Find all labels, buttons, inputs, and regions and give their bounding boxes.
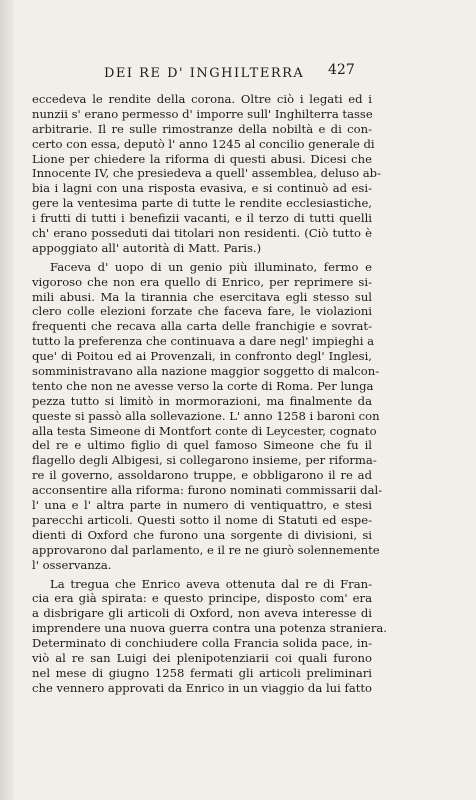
text-line: clero colle elezioni forzate che faceva fare, le violazioni	[32, 304, 372, 319]
text-line: bia i lagni con una risposta evasiva, e si continuò ad esi-	[32, 181, 372, 196]
text-line: tento che non ne avesse verso la corte di Roma. Per lunga	[32, 378, 374, 393]
page-edge	[0, 0, 14, 800]
text-line: ch' erano posseduti dai titolari non residenti. (Ciò tutto è	[32, 226, 372, 241]
text-line: viò al re san Luigi dei plenipotenziarii coi quali furono	[32, 650, 372, 665]
page-number: 427	[328, 62, 355, 78]
body-text	[32, 92, 387, 696]
text-line: tutto la preferenza che continuava a dare negl' impieghi a	[32, 334, 375, 349]
text-line: flagello degli Albigesi, si collegarono insieme, per riforma-	[32, 453, 377, 468]
text-line: che vennero approvati da Enrico in un viaggio da lui fatto	[32, 680, 373, 695]
text-line: dienti di Oxford che furono una sorgente di divisioni, si	[32, 527, 372, 542]
text-line: La tregua che Enrico aveva ottenuta dal re di Fran-	[50, 576, 372, 591]
text-line: pezza tutto si limitò in mormorazioni, ma finalmente da	[32, 393, 372, 408]
text-line: approvarono dal parlamento, e il re ne giurò solennemente	[32, 542, 380, 557]
text-line: a disbrigare gli articoli di Oxford, non aveva interesse di	[32, 606, 372, 621]
text-line: nunzii s' erano permesso d' imporre sull' Inghilterra tasse	[32, 106, 373, 121]
text-line: vigoroso che non era quello di Enrico, per reprimere si-	[32, 274, 372, 289]
text-line: somministravano alla nazione maggior soggetto di malcon-	[32, 364, 380, 379]
text-line: arbitrarie. Il re sulle rimostranze della nobiltà e di con-	[32, 121, 372, 136]
text-line: acconsentire alla riforma: furono nominati commissarii dal-	[32, 483, 383, 498]
text-line: appoggiato all' autorità di Matt. Paris.)	[32, 240, 262, 255]
text-line: certo con essa, deputò l' anno 1245 al concilio generale di	[32, 136, 375, 151]
text-line: frequenti che recava alla carta delle franchigie e sovrat-	[32, 319, 372, 334]
text-line: Determinato di conchiudere colla Francia solida pace, in-	[32, 636, 372, 651]
text-line: del re e ultimo figlio di quel famoso Simeone che fu il	[32, 438, 372, 453]
text-line: re il governo, assoldarono truppe, e obbligarono il re ad	[32, 468, 372, 483]
text-line: cia era già spirata: e questo principe, disposto com' era	[32, 591, 372, 606]
text-line: Innocente IV, che presiedeva a quell' assemblea, deluso ab-	[32, 166, 381, 181]
paragraph	[32, 576, 387, 696]
running-title: DEI RE D' INGHILTERRA	[104, 66, 305, 81]
text-line: parecchi articoli. Questi sotto il nome di Statuti ed espe-	[32, 512, 372, 527]
text-line: mili abusi. Ma la tirannia che esercitava egli stesso sul	[32, 289, 372, 304]
text-line: i frutti di tutti i benefizii vacanti, e il terzo di tutti quelli	[32, 211, 372, 226]
text-line: que' di Poitou ed ai Provenzali, in confronto degl' Inglesi,	[32, 349, 372, 364]
paragraph	[32, 92, 381, 256]
text-line: queste si passò alla sollevazione. L' anno 1258 i baroni con	[32, 408, 380, 423]
paragraph	[32, 259, 383, 573]
text-line: l' una e l' altra parte in numero di ventiquattro, e stesi	[32, 498, 372, 513]
text-line: gere la ventesima parte di tutte le rendite ecclesiastiche,	[32, 196, 372, 211]
text-line: imprendere una nuova guerra contra una potenza straniera.	[32, 621, 387, 636]
text-line: Lione per chiedere la riforma di questi abusi. Dicesi che	[32, 151, 372, 166]
text-line: alla testa Simeone di Montfort conte di Leycester, cognato	[32, 423, 377, 438]
text-line: eccedeva le rendite della corona. Oltre ciò i legati ed i	[32, 92, 372, 106]
text-line: nel mese di giugno 1258 fermati gli articoli preliminari	[32, 665, 372, 680]
text-line: Faceva d' uopo di un genio più illuminato, fermo e	[50, 259, 372, 274]
text-line: l' osservanza.	[32, 557, 112, 572]
